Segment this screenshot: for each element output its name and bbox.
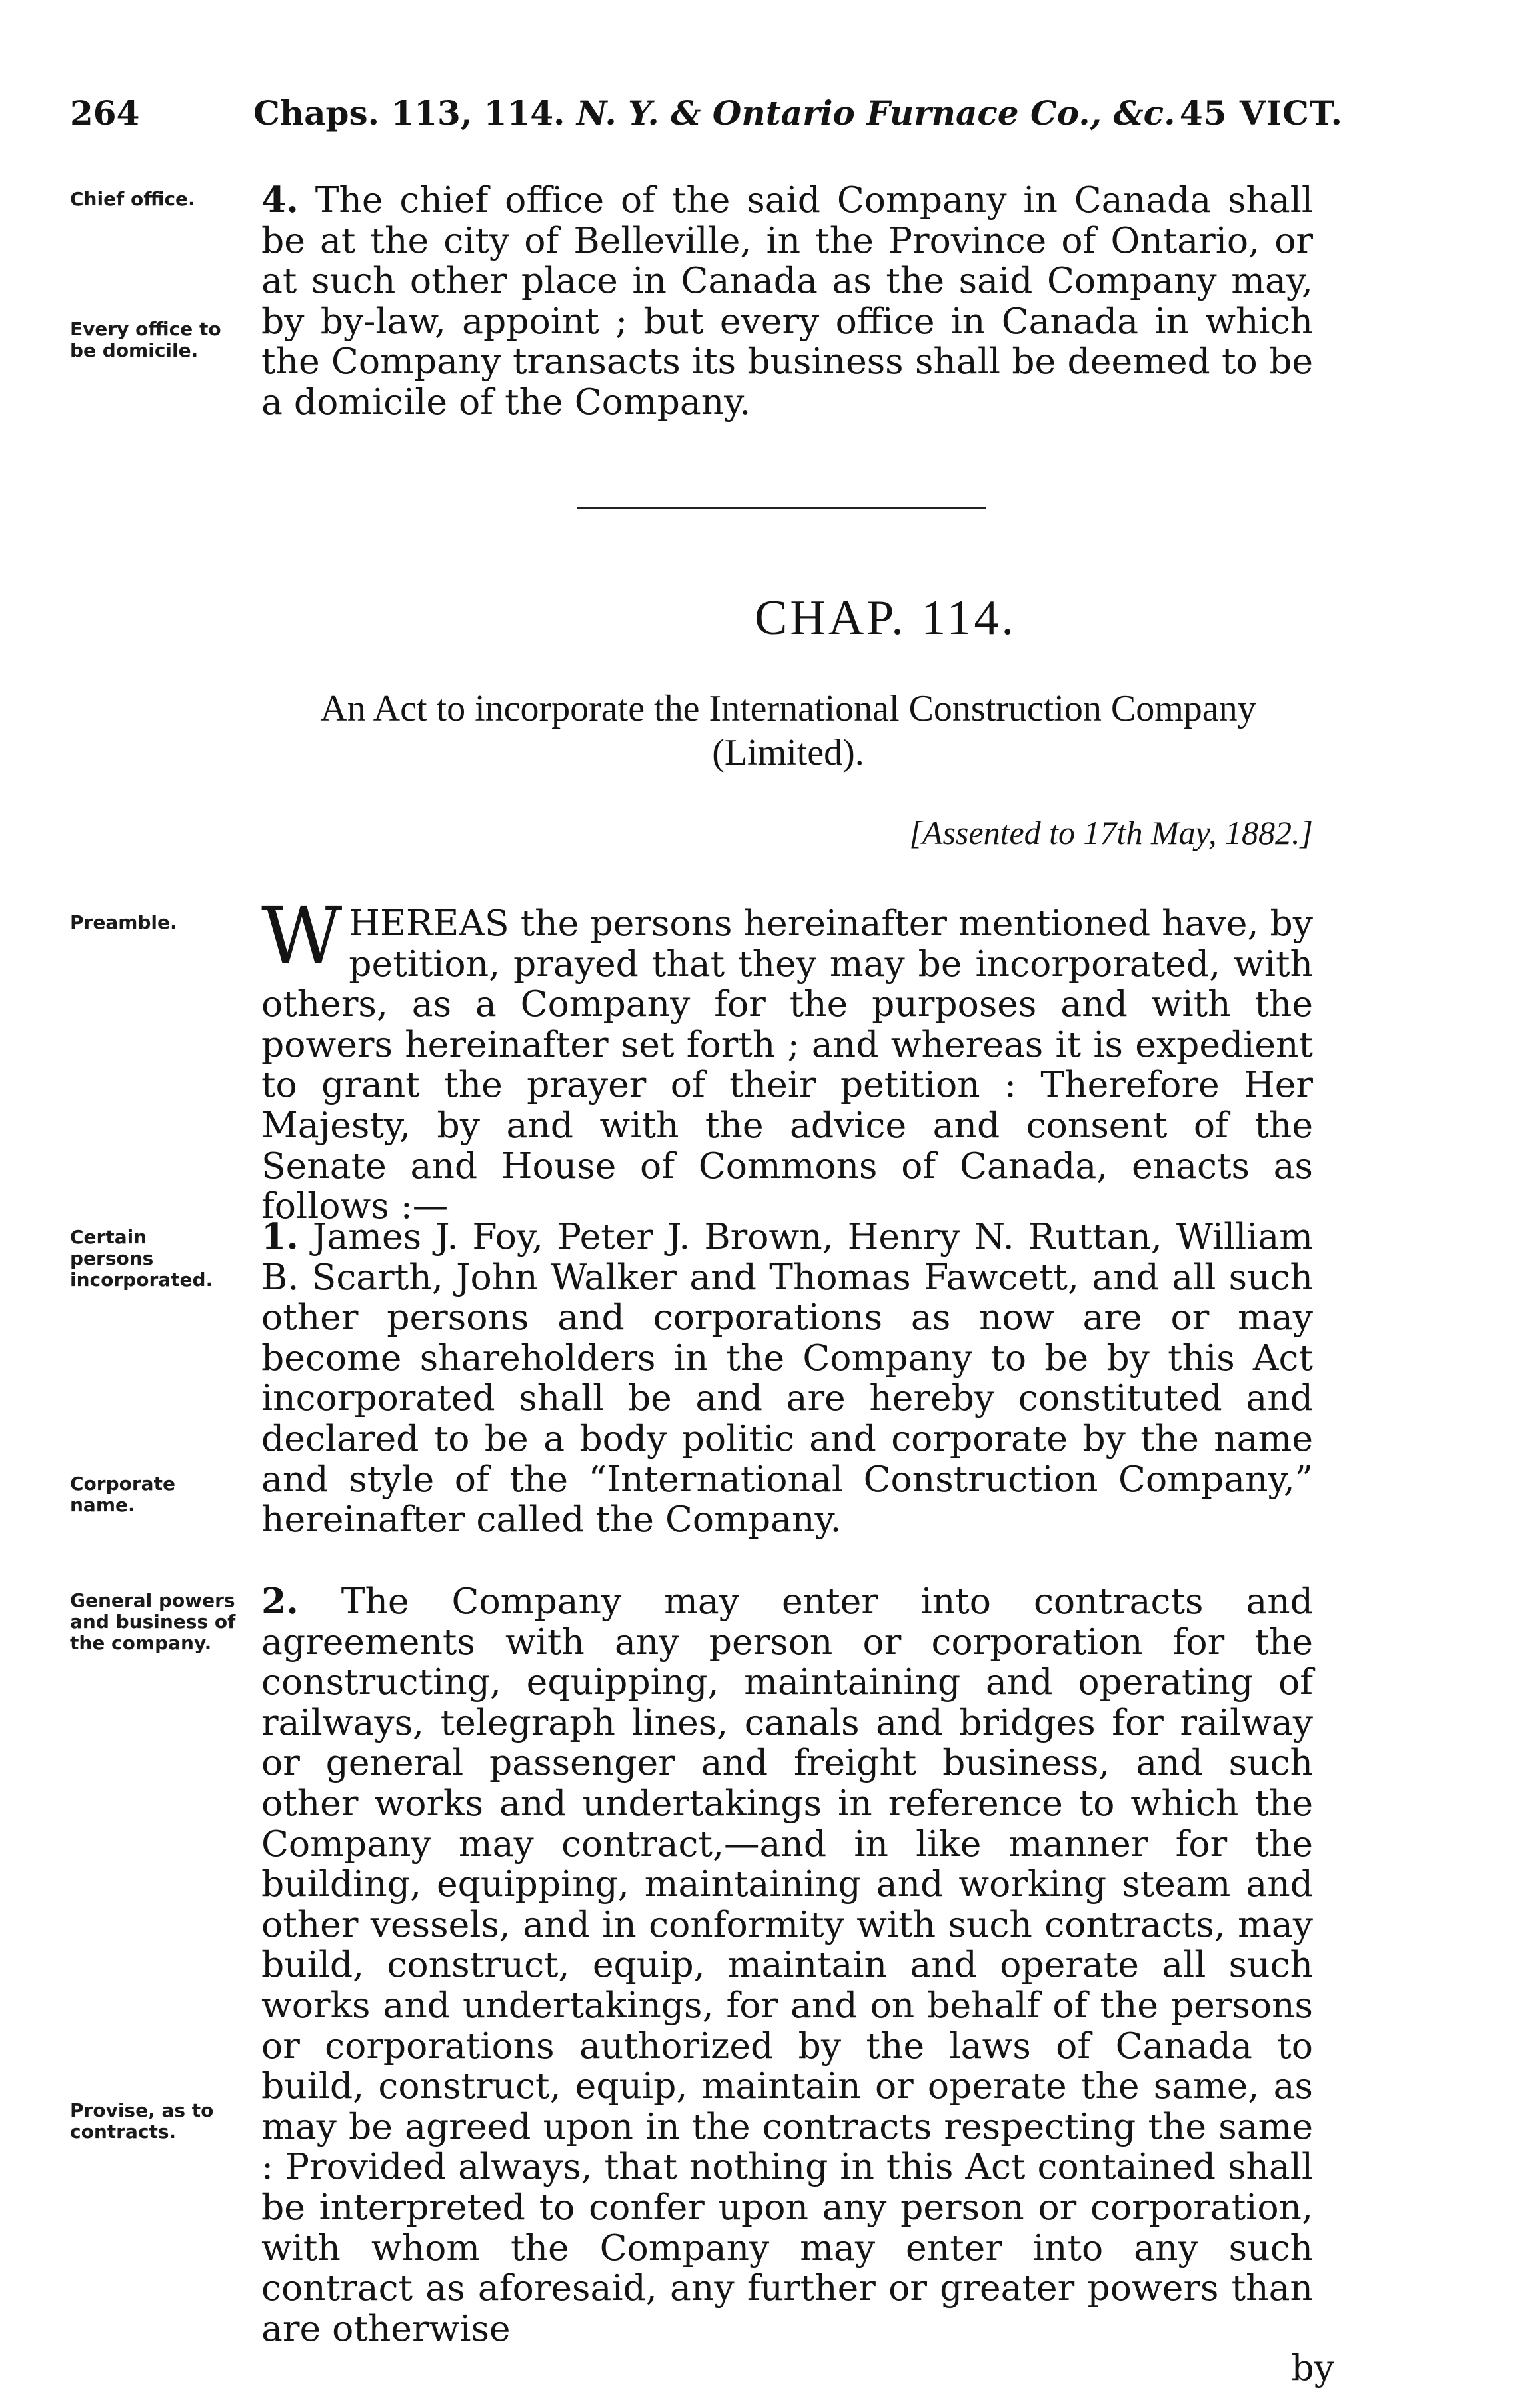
assent-date bbox=[909, 813, 1313, 852]
margin-note-certain-persons: Certain persons incorporated. bbox=[70, 1226, 213, 1291]
section-1 bbox=[261, 1217, 1313, 1540]
act-title: An Act to incorporate the International Construction Company (Limited). bbox=[320, 688, 1256, 773]
header-title bbox=[253, 93, 1180, 133]
section-number: 2. bbox=[261, 1580, 299, 1622]
running-header bbox=[70, 93, 1343, 133]
page-number: 264 bbox=[70, 93, 140, 133]
margin-note-corporate-name: Corporate name. bbox=[70, 1473, 175, 1516]
section-4 bbox=[261, 180, 1313, 423]
margin-note-provise: Provise, as to contracts. bbox=[70, 2099, 214, 2143]
margin-note-general-powers: General powers and business of the company. bbox=[70, 1589, 236, 1654]
assent-date-text: [Assented to 17th May, 1882.] bbox=[909, 814, 1313, 851]
preamble-text: HEREAS the persons hereinafter mentioned have, by petition, prayed that they may be incorporated, with others, as a Company for the purposes and with the powers hereinafter set forth ; and whereas it is expedient to grant the prayer of their petition : Therefore Her Majesty, by and with the advice and consent of the Senate and House of Commons of Canada, enacts as follows :— bbox=[261, 902, 1313, 1227]
chapter-heading: CHAP. 114. bbox=[755, 591, 1016, 645]
catchword: by bbox=[1291, 2347, 1334, 2389]
header-title-italic: N. Y. & Ontario Furnace Co., &c. bbox=[576, 93, 1176, 133]
section-number: 1. bbox=[261, 1215, 299, 1257]
section-number: 4. bbox=[261, 179, 299, 221]
preamble bbox=[261, 890, 1313, 1227]
section-text: The Company may enter into contracts and agreements with any person or corporation for the constructing, equipping, maintaining and operating of railways, telegraph lines, canals and bridges for railway or general passenger and freight business, and such other works and undertakings in reference to which the Company may contract,—and in like manner for the building, equipping, maintaining and working steam and other vessels, and in conformity with such contracts, may build, construct, equip, maintain and operate all such works and undertakings, for and on behalf of the persons or corporations authorized by the laws of Canada to build, construct, equip, maintain or operate the same, as may be agreed upon in the contracts respecting the same : Provided always, that nothing in this Act contained shall be interpreted to confer upon any person or corporation, with whom the Company may enter into any such contract as aforesaid, any further or greater powers than are otherwise bbox=[261, 1580, 1313, 2349]
header-title-chapters: Chaps. 113, 114. bbox=[253, 93, 565, 133]
section-divider bbox=[577, 507, 986, 509]
drop-cap: W bbox=[261, 890, 343, 982]
header-year: 45 VICT. bbox=[1179, 93, 1343, 133]
section-text: The chief office of the said Company in Canada shall be at the city of Belleville, in the Province of Ontario, or at such other place in Canada as the said Company may, by by-law, appoint ; but every office in Canada in which the Company transacts its business shall be deemed to be a domicile of the Company. bbox=[261, 179, 1313, 423]
margin-note-chief-office: Chief office. bbox=[70, 188, 195, 210]
margin-note-every-office: Every office to be domicile. bbox=[70, 318, 221, 361]
margin-note-preamble: Preamble. bbox=[70, 911, 177, 933]
section-text: James J. Foy, Peter J. Brown, Henry N. Ruttan, William B. Scarth, John Walker and Thomas Fawcett, and all such other persons and corporations as now are or may become shareholders in the Company to be by this Act incorporated shall be and are hereby constituted and declared to be a body politic and corporate by the name and style of the “International Construction Company,” hereinafter called the Company. bbox=[261, 1215, 1313, 1541]
section-2 bbox=[261, 1581, 1313, 2349]
